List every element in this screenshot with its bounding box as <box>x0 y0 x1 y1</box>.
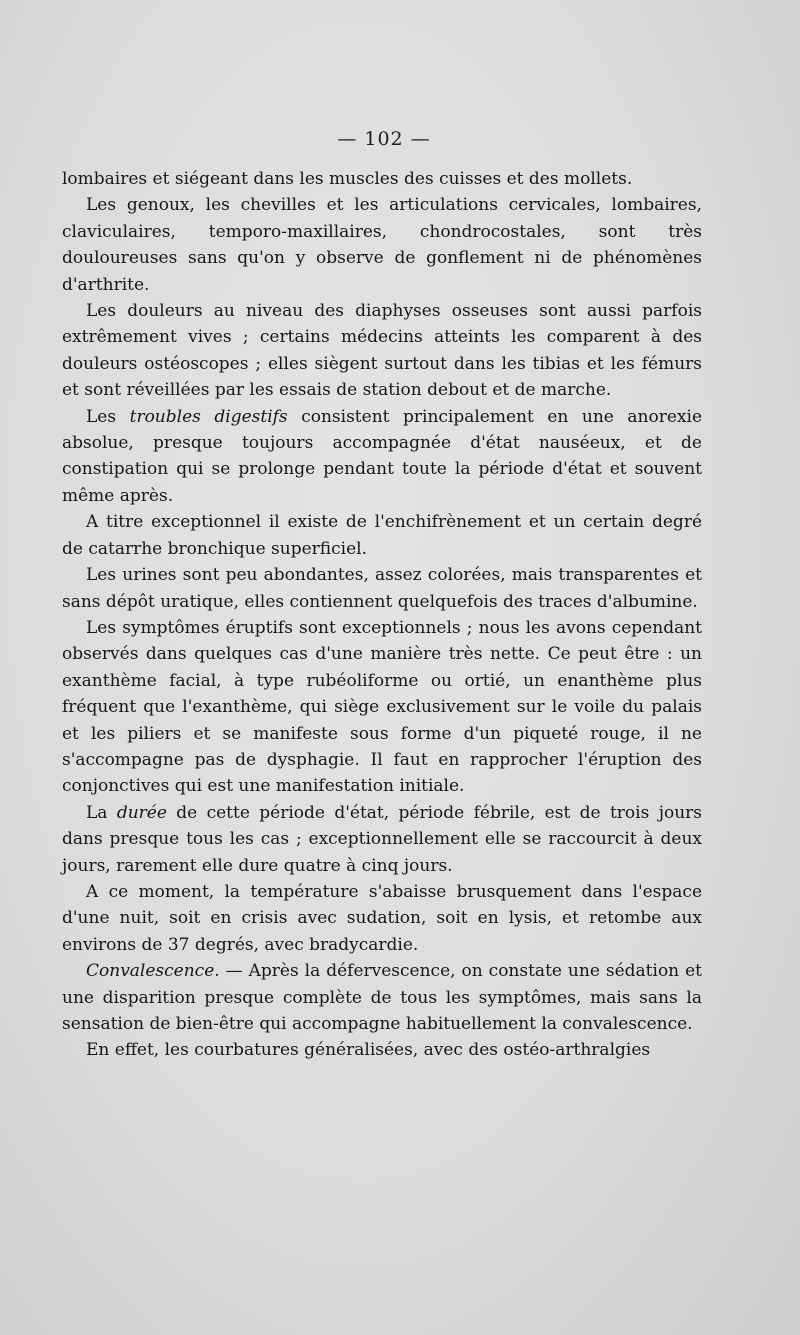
paragraph-10 <box>62 958 702 1037</box>
page-number: — 102 — <box>337 128 431 150</box>
paragraph-8-body: de cette période d'état, période fébrile, est de trois jours dans presque tous les cas ; exceptionnellement elle se raccourcit à deux jours, rarement elle dure quatre à cinq jours. <box>62 802 703 876</box>
paragraph-3: Les douleurs au niveau des diaphyses osseuses sont aussi parfois extrêmement vives ; certains médecins atteints les comparent à des douleurs ostéoscopes ; elles siègent surtout dans les tibias et les fémurs et sont réveillées par les essais de station debout et de marche. <box>62 301 702 401</box>
paragraph-10-body: — Après la défervescence, on constate une sédation et une disparition presque complète de tous les symptômes, mais sans la sensation de bien-être qui accompagne habituellement la convalescence. <box>62 961 702 1034</box>
paragraph-6: Les urines sont peu abondantes, assez colorées, mais transparentes et sans dépôt uratique, elles contiennent quelquefois des traces d'albumine. <box>62 565 702 612</box>
term-duree: durée <box>116 802 167 823</box>
body-text <box>62 166 702 1064</box>
paragraph-4-body: consistent principalement en une anorexie absolue, presque toujours accompagnée d'état nauséeux, et de constipation qui se prolonge pendant toute la période d'état et souvent même après. <box>62 406 702 506</box>
paragraph-2: Les genoux, les chevilles et les articulations cervicales, lombaires, claviculaires, temporo-maxillaires, chondrocostales, sont très douloureuses sans qu'on y observe de gonflement ni de phénomènes d'arthrite. <box>62 195 702 295</box>
paragraph-1: lombaires et siégeant dans les muscles des cuisses et des mollets. <box>62 169 633 189</box>
paragraph-8-lead: La <box>86 802 117 823</box>
paragraph-4 <box>62 404 702 510</box>
paragraph-4-lead: Les <box>86 406 130 427</box>
paragraph-11: En effet, les courbatures généralisées, avec des ostéo-arthralgies <box>86 1040 651 1061</box>
term-troubles-digestifs: troubles digestifs <box>129 406 288 427</box>
paragraph-8 <box>62 800 702 879</box>
heading-convalescence: Convalescence. <box>86 961 220 982</box>
paragraph-9: A ce moment, la température s'abaisse brusquement dans l'espace d'une nuit, soit en crisis avec sudation, soit en lysis, et retombe aux environs de 37 degrés, avec bradycardie. <box>62 881 702 955</box>
paragraph-7: Les symptômes éruptifs sont exceptionnels ; nous les avons cependant observés dans quelques cas d'une manière très nette. Ce peut être : un exanthème facial, à type rubéoliforme ou ortié, un enanthème plus fréquent que l'exanthème, qui siège exclusivement sur le voile du palais et les piliers et se manifeste sous forme d'un piqueté rouge, il ne s'accompagne pas de dysphagie. Il faut en rapprocher l'éruption des conjonctives qui est une manifestation initiale. <box>62 617 702 797</box>
paragraph-5: A titre exceptionnel il existe de l'enchifrènement et un certain degré de catarrhe bronchique superficiel. <box>62 512 702 559</box>
